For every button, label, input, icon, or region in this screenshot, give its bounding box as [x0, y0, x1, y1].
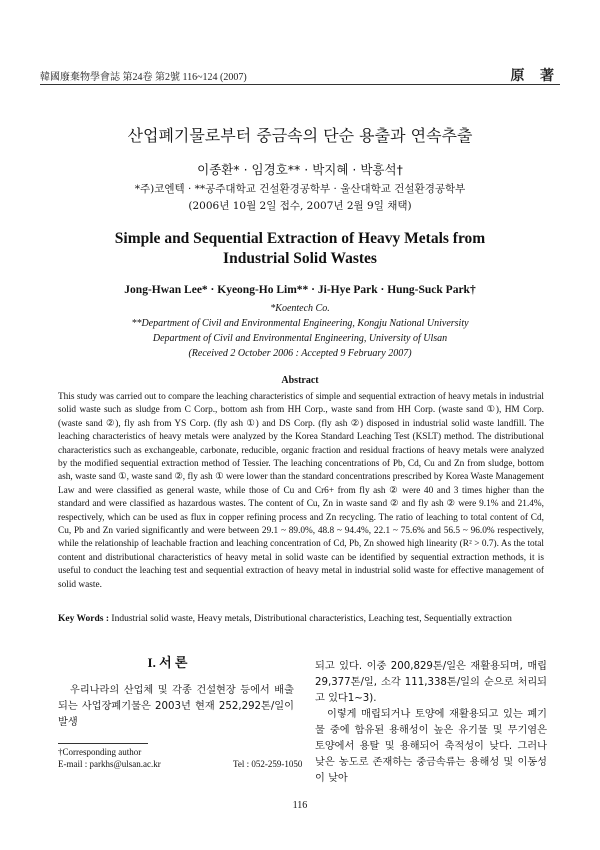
journal-citation: 韓國廢棄物學會誌 第24卷 第2號 116~124 (2007) — [40, 72, 247, 83]
footnote-tel: Tel : 052-259-1050 — [233, 759, 303, 769]
korean-dates: (2006년 10월 2일 접수, 2007년 2월 9일 채택) — [188, 200, 412, 212]
body-paragraph-1: 되고 있다. 이중 200,829톤/일은 재활용되며, 매립 29,377톤/일, 소각 111,338톤/일의 순으로 처리되고 있다1~3). — [315, 661, 547, 704]
korean-title: 산업폐기물로부터 중금속의 단순 용출과 연속추출 — [127, 126, 473, 145]
body-column-left: 우리나라의 산업체 및 각종 건설현장 등에서 배출되는 사업장폐기물은 2003년 현재 252,292톤/일이 발생 — [58, 685, 294, 728]
footnote-email: E-mail : parkhs@ulsan.ac.kr — [58, 759, 161, 769]
abstract-heading: Abstract — [281, 375, 319, 386]
english-authors: Jong-Hwan Lee* · Kyeong-Ho Lim** · Ji-Hye Park · Hung-Suck Park† — [124, 284, 476, 296]
footnote-label: †Corresponding author — [58, 747, 142, 757]
abstract-text: This study was carried out to compare the leaching characteristics of simple and sequential extraction of heavy metals in industrial solid waste such as sludge from C Corp., bottom ash from HH Corp., waste sand from HH Corp. (waste sand ①), HM Corp.(waste sand ②), fly ash from YS Corp. (fly ash ①) and DS Corp. (fly ash ②) disposed in industrial solid waste landfill. The leaching characteristics of heavy metals were analyzed by the Korea Standard Leaching Test (KSLT) method. The distributional characteristics such as exchangeable, carbonate, reducible, organic fraction and residual fractions of heavy metals were analyzed by the modified sequential extraction method of Tessier. The leaching concentrations of Pb, Cd, Cu and Zn from sludge, bottom ash, waste sand ①, waste sand ②, fly ash ① were lower than the standard concentrations prescribed by Korea Waste Management Law and were classified as general waste, while those of Cu and Cr6+ from fly ash ② were 40 and 3 times higher than the standard and were classified as hazardous wastes. The content of Cu, Zn in waste sand ② and fly ash ② were 9.1% and 21.4%, respectively, which can be used as flux in copper refining process and Zn recycling. The ratio of leaching to total content of Cd, Cu, Pb and Zn varied significantly and were between 29.1 ~ 89.0%, 48.8 ~ 94.4%, 22.1 ~ 75.6% and 56.5 ~ 96.0% respectively, while the relationship of leachable fraction and leaching concentration of Cd, Pb, Zn showed high linearity (R² > 0.7). As the total content and distributional characteristics of heavy metal in solid waste can be identified by sequential extraction methods, it is useful to conduct the leaching test and sequential extraction of heavy metal in industrial solid waste for effective management of solid waste. — [58, 392, 544, 590]
english-title — [40, 229, 560, 269]
footnote — [58, 746, 308, 770]
affiliation-ulsan: Department of Civil and Environmental Engineering, University of Ulsan — [152, 333, 448, 344]
korean-affiliation: *주)코엔텍 · **공주대학교 건설환경공학부 · 울산대학교 건설환경공학부 — [134, 183, 466, 195]
english-title-line2: Industrial Solid Wastes — [223, 250, 377, 267]
section-heading: I. 서 론 — [147, 655, 188, 670]
journal-header — [40, 68, 560, 83]
english-title-line1: Simple and Sequential Extraction of Heavy Metals from — [114, 230, 486, 247]
english-affiliations — [40, 301, 560, 346]
korean-authors: 이종환* · 임경호** · 박지혜 · 박흥석† — [197, 162, 403, 177]
header-rule — [40, 84, 560, 85]
footnote-rule — [58, 743, 148, 744]
body-paragraph-2: 이렇게 매립되거나 토양에 재활용되고 있는 폐기물 중에 함유된 용해성이 높은 유기물 및 무기염은 토양에서 용탈 및 용해되어 축적성이 낮다. 그러나 낮은 농도로 존재하는 중금속류는 용해성 및 이동성이 낮아 — [315, 709, 547, 784]
affiliation-koentech: *Koentech Co. — [270, 303, 330, 314]
article-category: 原 著 — [510, 69, 560, 84]
body-column-right — [315, 659, 547, 787]
keywords-label: Key Words : — [58, 614, 110, 624]
keywords-text: Industrial solid waste, Heavy metals, Distributional characteristics, Leaching test, Sequentially extraction — [111, 614, 512, 624]
page-number: 116 — [292, 800, 308, 811]
keywords — [58, 614, 548, 624]
affiliation-kongju: **Department of Civil and Environmental Engineering, Kongju National University — [131, 318, 469, 329]
english-dates: (Received 2 October 2006 : Accepted 9 February 2007) — [188, 348, 412, 359]
